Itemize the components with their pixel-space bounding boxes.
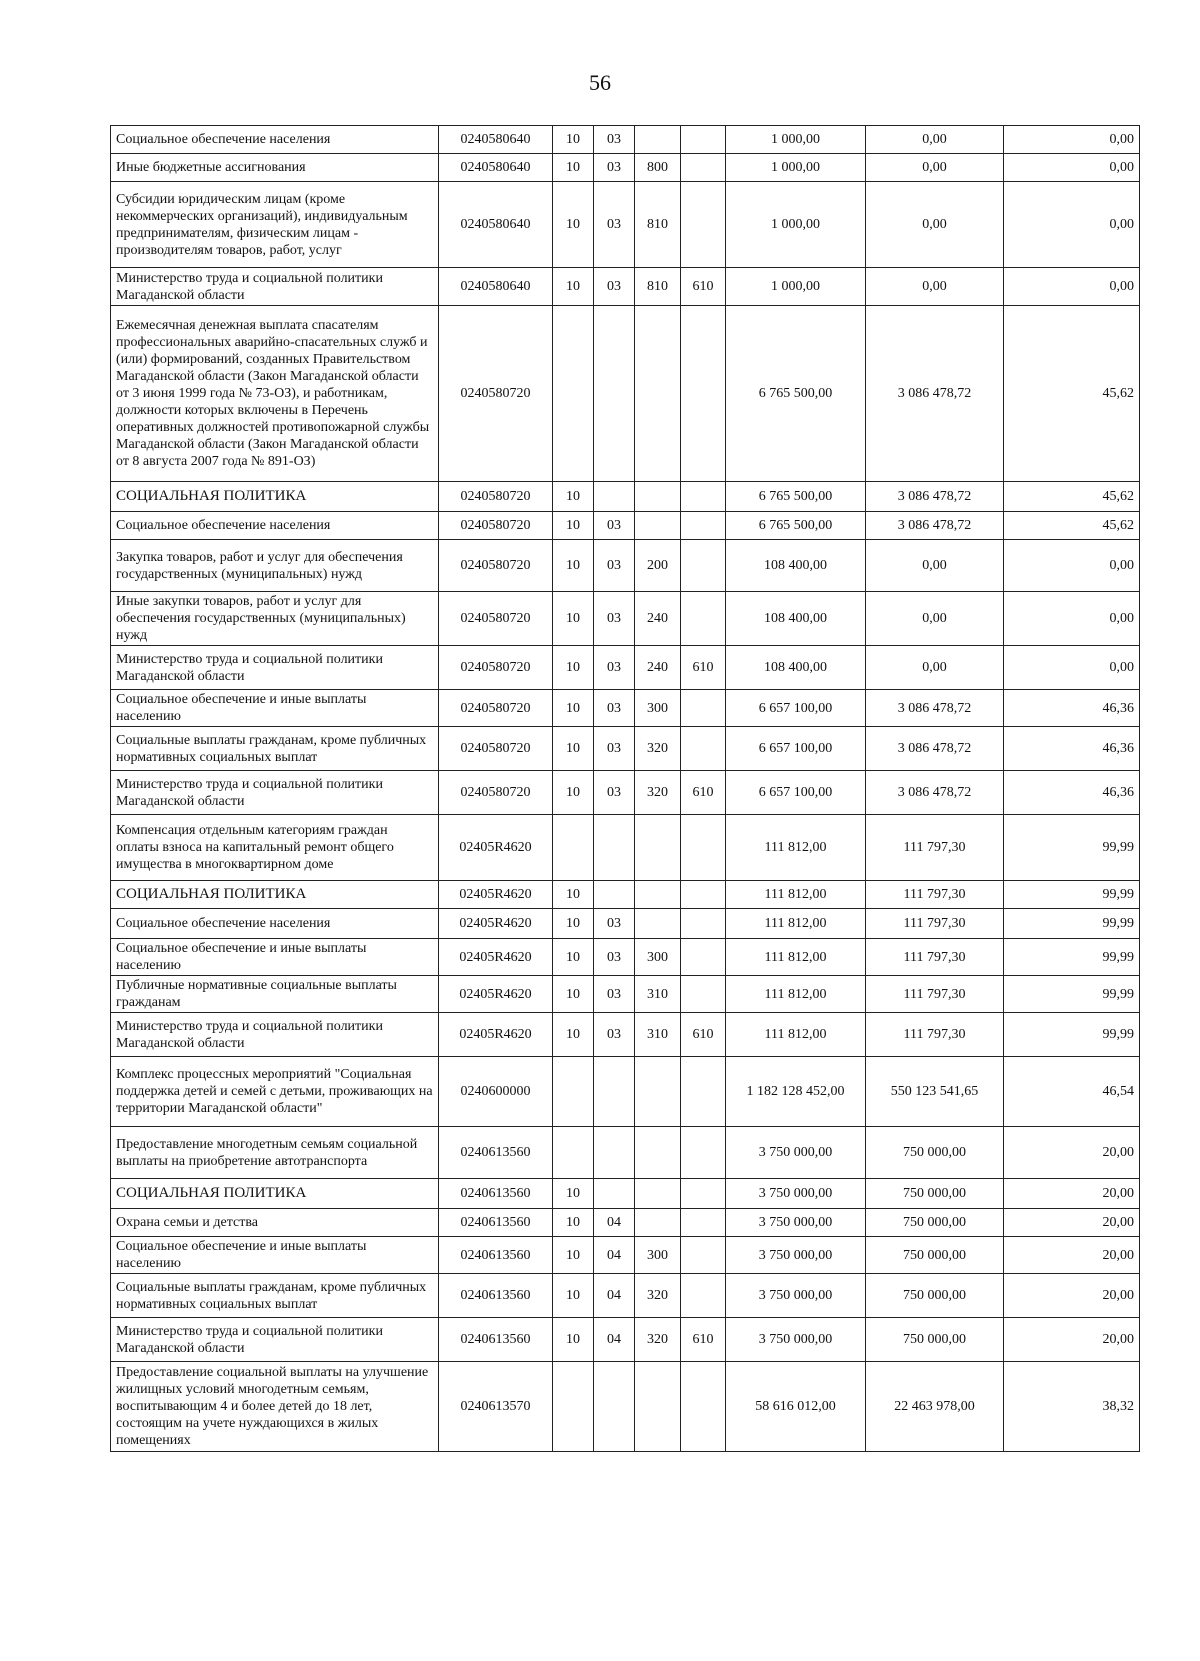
section-code: 10 <box>553 1318 594 1362</box>
row-name: Ежемесячная денежная выплата спасателям профессиональных аварийно-спасательных служб и (или) формирований, созданных Правительством Магаданской области (Закон Магаданской области от 3 июня 1999 года № 73-ОЗ), и работникам, должности которых включены в Перечень оперативных должностей противопожарной службы Магаданской области (Закон Магаданской области от 8 августа 2007 года № 891-ОЗ) <box>111 306 439 482</box>
execution-percent: 46,54 <box>1004 1057 1140 1127</box>
subsection-code: 03 <box>594 540 635 592</box>
target-code: 0240613560 <box>439 1274 553 1318</box>
target-code: 02405R4620 <box>439 881 553 909</box>
ministry-code: 610 <box>681 646 726 690</box>
subsection-code: 04 <box>594 1318 635 1362</box>
plan-amount: 1 000,00 <box>726 268 866 306</box>
execution-percent: 0,00 <box>1004 268 1140 306</box>
section-code: 10 <box>553 646 594 690</box>
expense-type-code: 300 <box>635 939 681 976</box>
row-name: Социальное обеспечение и иные выплаты населению <box>111 1237 439 1274</box>
fact-amount: 750 000,00 <box>866 1179 1004 1209</box>
row-name: Социальные выплаты гражданам, кроме публичных нормативных социальных выплат <box>111 727 439 771</box>
execution-percent: 45,62 <box>1004 512 1140 540</box>
execution-percent: 0,00 <box>1004 154 1140 182</box>
subsection-code: 03 <box>594 126 635 154</box>
target-code: 0240580640 <box>439 182 553 268</box>
expense-type-code <box>635 306 681 482</box>
section-code: 10 <box>553 512 594 540</box>
plan-amount: 3 750 000,00 <box>726 1179 866 1209</box>
expense-type-code <box>635 1127 681 1179</box>
section-code: 10 <box>553 771 594 815</box>
row-name: Предоставление социальной выплаты на улучшение жилищных условий многодетным семьям, воспитывающим 4 и более детей до 18 лет, состоящим на учете нуждающихся в жилых помещениях <box>111 1362 439 1452</box>
fact-amount: 3 086 478,72 <box>866 512 1004 540</box>
expense-type-code: 320 <box>635 1318 681 1362</box>
target-code: 02405R4620 <box>439 815 553 881</box>
subsection-code: 04 <box>594 1209 635 1237</box>
table-row <box>111 182 1140 268</box>
row-name: Социальное обеспечение населения <box>111 909 439 939</box>
row-name: Иные бюджетные ассигнования <box>111 154 439 182</box>
fact-amount: 3 086 478,72 <box>866 482 1004 512</box>
ministry-code <box>681 815 726 881</box>
ministry-code <box>681 306 726 482</box>
expense-type-code <box>635 1209 681 1237</box>
table-row <box>111 1127 1140 1179</box>
target-code: 0240580720 <box>439 482 553 512</box>
ministry-code <box>681 727 726 771</box>
table-row <box>111 592 1140 646</box>
plan-amount: 111 812,00 <box>726 909 866 939</box>
fact-amount: 750 000,00 <box>866 1274 1004 1318</box>
target-code: 0240580720 <box>439 512 553 540</box>
plan-amount: 108 400,00 <box>726 540 866 592</box>
table-row <box>111 154 1140 182</box>
target-code: 0240580720 <box>439 540 553 592</box>
plan-amount: 111 812,00 <box>726 976 866 1013</box>
execution-percent: 99,99 <box>1004 909 1140 939</box>
execution-percent: 20,00 <box>1004 1318 1140 1362</box>
table-row <box>111 939 1140 976</box>
execution-percent: 99,99 <box>1004 815 1140 881</box>
ministry-code <box>681 512 726 540</box>
fact-amount: 111 797,30 <box>866 815 1004 881</box>
ministry-code <box>681 909 726 939</box>
subsection-code: 03 <box>594 592 635 646</box>
section-code: 10 <box>553 1237 594 1274</box>
expense-type-code: 300 <box>635 1237 681 1274</box>
fact-amount: 22 463 978,00 <box>866 1362 1004 1452</box>
target-code: 0240580720 <box>439 690 553 727</box>
plan-amount: 1 000,00 <box>726 126 866 154</box>
execution-percent: 20,00 <box>1004 1179 1140 1209</box>
table-row <box>111 268 1140 306</box>
execution-percent: 99,99 <box>1004 881 1140 909</box>
subsection-code: 03 <box>594 690 635 727</box>
table-row <box>111 1237 1140 1274</box>
section-code <box>553 1127 594 1179</box>
ministry-code: 610 <box>681 771 726 815</box>
fact-amount: 0,00 <box>866 182 1004 268</box>
plan-amount: 111 812,00 <box>726 939 866 976</box>
fact-amount: 111 797,30 <box>866 1013 1004 1057</box>
ministry-code <box>681 1057 726 1127</box>
plan-amount: 1 000,00 <box>726 182 866 268</box>
execution-percent: 0,00 <box>1004 540 1140 592</box>
subsection-code <box>594 482 635 512</box>
subsection-code <box>594 1057 635 1127</box>
subsection-code: 04 <box>594 1274 635 1318</box>
target-code: 0240600000 <box>439 1057 553 1127</box>
expense-type-code: 240 <box>635 592 681 646</box>
row-name: Комплекс процессных мероприятий "Социальная поддержка детей и семей с детьми, проживающих на территории Магаданской области" <box>111 1057 439 1127</box>
fact-amount: 0,00 <box>866 154 1004 182</box>
table-row <box>111 815 1140 881</box>
row-name: Социальное обеспечение и иные выплаты населению <box>111 939 439 976</box>
row-name: Социальное обеспечение населения <box>111 512 439 540</box>
plan-amount: 6 765 500,00 <box>726 482 866 512</box>
row-name: СОЦИАЛЬНАЯ ПОЛИТИКА <box>111 482 439 512</box>
section-code: 10 <box>553 126 594 154</box>
subsection-code: 03 <box>594 512 635 540</box>
ministry-code <box>681 482 726 512</box>
target-code: 0240580720 <box>439 592 553 646</box>
row-name: Социальное обеспечение и иные выплаты населению <box>111 690 439 727</box>
fact-amount: 750 000,00 <box>866 1318 1004 1362</box>
table-row <box>111 1179 1140 1209</box>
row-name: СОЦИАЛЬНАЯ ПОЛИТИКА <box>111 1179 439 1209</box>
fact-amount: 3 086 478,72 <box>866 771 1004 815</box>
plan-amount: 3 750 000,00 <box>726 1127 866 1179</box>
target-code: 02405R4620 <box>439 976 553 1013</box>
plan-amount: 6 657 100,00 <box>726 771 866 815</box>
expense-type-code <box>635 512 681 540</box>
ministry-code: 610 <box>681 1013 726 1057</box>
section-code: 10 <box>553 976 594 1013</box>
table-row <box>111 306 1140 482</box>
plan-amount: 3 750 000,00 <box>726 1209 866 1237</box>
row-name: Публичные нормативные социальные выплаты гражданам <box>111 976 439 1013</box>
target-code: 0240580720 <box>439 727 553 771</box>
subsection-code <box>594 815 635 881</box>
subsection-code <box>594 1362 635 1452</box>
row-name: Министерство труда и социальной политики Магаданской области <box>111 771 439 815</box>
fact-amount: 0,00 <box>866 646 1004 690</box>
target-code: 0240613560 <box>439 1318 553 1362</box>
target-code: 0240613570 <box>439 1362 553 1452</box>
fact-amount: 111 797,30 <box>866 939 1004 976</box>
target-code: 0240613560 <box>439 1209 553 1237</box>
expense-type-code: 800 <box>635 154 681 182</box>
plan-amount: 111 812,00 <box>726 815 866 881</box>
execution-percent: 38,32 <box>1004 1362 1140 1452</box>
budget-table <box>110 125 1140 1452</box>
section-code: 10 <box>553 1274 594 1318</box>
fact-amount: 3 086 478,72 <box>866 727 1004 771</box>
ministry-code <box>681 1237 726 1274</box>
target-code: 0240613560 <box>439 1237 553 1274</box>
section-code: 10 <box>553 939 594 976</box>
table-row <box>111 540 1140 592</box>
target-code: 0240580720 <box>439 646 553 690</box>
ministry-code <box>681 1362 726 1452</box>
expense-type-code: 320 <box>635 1274 681 1318</box>
fact-amount: 111 797,30 <box>866 976 1004 1013</box>
fact-amount: 111 797,30 <box>866 881 1004 909</box>
execution-percent: 20,00 <box>1004 1274 1140 1318</box>
section-code: 10 <box>553 1209 594 1237</box>
table-row <box>111 909 1140 939</box>
section-code: 10 <box>553 182 594 268</box>
fact-amount: 0,00 <box>866 592 1004 646</box>
execution-percent: 0,00 <box>1004 646 1140 690</box>
row-name: Социальные выплаты гражданам, кроме публичных нормативных социальных выплат <box>111 1274 439 1318</box>
fact-amount: 3 086 478,72 <box>866 306 1004 482</box>
plan-amount: 3 750 000,00 <box>726 1237 866 1274</box>
subsection-code: 03 <box>594 646 635 690</box>
table-row <box>111 1362 1140 1452</box>
expense-type-code <box>635 1057 681 1127</box>
subsection-code: 03 <box>594 182 635 268</box>
subsection-code <box>594 1179 635 1209</box>
section-code: 10 <box>553 1013 594 1057</box>
row-name: Министерство труда и социальной политики Магаданской области <box>111 1013 439 1057</box>
subsection-code <box>594 1127 635 1179</box>
ministry-code <box>681 690 726 727</box>
row-name: Охрана семьи и детства <box>111 1209 439 1237</box>
fact-amount: 0,00 <box>866 540 1004 592</box>
fact-amount: 3 086 478,72 <box>866 690 1004 727</box>
row-name: Предоставление многодетным семьям социальной выплаты на приобретение автотранспорта <box>111 1127 439 1179</box>
table-row <box>111 126 1140 154</box>
plan-amount: 6 657 100,00 <box>726 690 866 727</box>
execution-percent: 20,00 <box>1004 1237 1140 1274</box>
row-name: Министерство труда и социальной политики Магаданской области <box>111 268 439 306</box>
section-code <box>553 1362 594 1452</box>
row-name: СОЦИАЛЬНАЯ ПОЛИТИКА <box>111 881 439 909</box>
subsection-code: 03 <box>594 727 635 771</box>
fact-amount: 750 000,00 <box>866 1237 1004 1274</box>
ministry-code <box>681 592 726 646</box>
table-row <box>111 771 1140 815</box>
section-code: 10 <box>553 881 594 909</box>
plan-amount: 3 750 000,00 <box>726 1274 866 1318</box>
table-row <box>111 1318 1140 1362</box>
execution-percent: 45,62 <box>1004 482 1140 512</box>
row-name: Иные закупки товаров, работ и услуг для обеспечения государственных (муниципальных) нужд <box>111 592 439 646</box>
fact-amount: 0,00 <box>866 268 1004 306</box>
ministry-code: 610 <box>681 268 726 306</box>
expense-type-code: 300 <box>635 690 681 727</box>
expense-type-code <box>635 126 681 154</box>
expense-type-code: 310 <box>635 1013 681 1057</box>
expense-type-code <box>635 1362 681 1452</box>
target-code: 0240613560 <box>439 1179 553 1209</box>
plan-amount: 6 657 100,00 <box>726 727 866 771</box>
subsection-code: 04 <box>594 1237 635 1274</box>
fact-amount: 750 000,00 <box>866 1127 1004 1179</box>
execution-percent: 99,99 <box>1004 976 1140 1013</box>
row-name: Закупка товаров, работ и услуг для обеспечения государственных (муниципальных) нужд <box>111 540 439 592</box>
plan-amount: 111 812,00 <box>726 1013 866 1057</box>
execution-percent: 45,62 <box>1004 306 1140 482</box>
expense-type-code: 320 <box>635 771 681 815</box>
ministry-code <box>681 126 726 154</box>
ministry-code <box>681 1274 726 1318</box>
subsection-code <box>594 306 635 482</box>
target-code: 02405R4620 <box>439 1013 553 1057</box>
plan-amount: 3 750 000,00 <box>726 1318 866 1362</box>
fact-amount: 0,00 <box>866 126 1004 154</box>
fact-amount: 111 797,30 <box>866 909 1004 939</box>
plan-amount: 6 765 500,00 <box>726 512 866 540</box>
target-code: 0240580720 <box>439 771 553 815</box>
table-row <box>111 1013 1140 1057</box>
section-code: 10 <box>553 482 594 512</box>
section-code: 10 <box>553 154 594 182</box>
table-row <box>111 646 1140 690</box>
plan-amount: 108 400,00 <box>726 592 866 646</box>
expense-type-code <box>635 909 681 939</box>
row-name: Социальное обеспечение населения <box>111 126 439 154</box>
section-code: 10 <box>553 727 594 771</box>
target-code: 0240580640 <box>439 154 553 182</box>
target-code: 0240613560 <box>439 1127 553 1179</box>
row-name: Министерство труда и социальной политики Магаданской области <box>111 646 439 690</box>
row-name: Министерство труда и социальной политики Магаданской области <box>111 1318 439 1362</box>
execution-percent: 0,00 <box>1004 182 1140 268</box>
ministry-code <box>681 1179 726 1209</box>
plan-amount: 1 182 128 452,00 <box>726 1057 866 1127</box>
execution-percent: 0,00 <box>1004 126 1140 154</box>
target-code: 0240580640 <box>439 268 553 306</box>
section-code <box>553 815 594 881</box>
table-row <box>111 727 1140 771</box>
subsection-code: 03 <box>594 1013 635 1057</box>
section-code <box>553 306 594 482</box>
expense-type-code <box>635 482 681 512</box>
expense-type-code <box>635 881 681 909</box>
execution-percent: 20,00 <box>1004 1127 1140 1179</box>
section-code: 10 <box>553 540 594 592</box>
expense-type-code: 240 <box>635 646 681 690</box>
execution-percent: 46,36 <box>1004 771 1140 815</box>
expense-type-code: 810 <box>635 182 681 268</box>
fact-amount: 750 000,00 <box>866 1209 1004 1237</box>
section-code: 10 <box>553 592 594 646</box>
ministry-code <box>681 540 726 592</box>
target-code: 0240580640 <box>439 126 553 154</box>
section-code: 10 <box>553 690 594 727</box>
execution-percent: 20,00 <box>1004 1209 1140 1237</box>
plan-amount: 58 616 012,00 <box>726 1362 866 1452</box>
row-name: Компенсация отдельным категориям граждан оплаты взноса на капитальный ремонт общего имущества в многоквартирном доме <box>111 815 439 881</box>
expense-type-code: 310 <box>635 976 681 1013</box>
table-row <box>111 976 1140 1013</box>
subsection-code: 03 <box>594 268 635 306</box>
plan-amount: 6 765 500,00 <box>726 306 866 482</box>
target-code: 02405R4620 <box>439 909 553 939</box>
expense-type-code: 810 <box>635 268 681 306</box>
ministry-code <box>681 154 726 182</box>
table-row <box>111 1209 1140 1237</box>
ministry-code <box>681 1209 726 1237</box>
table-row <box>111 1057 1140 1127</box>
subsection-code: 03 <box>594 909 635 939</box>
ministry-code <box>681 182 726 268</box>
ministry-code: 610 <box>681 1318 726 1362</box>
execution-percent: 46,36 <box>1004 690 1140 727</box>
section-code <box>553 1057 594 1127</box>
table-row <box>111 881 1140 909</box>
ministry-code <box>681 976 726 1013</box>
subsection-code: 03 <box>594 976 635 1013</box>
table-row <box>111 512 1140 540</box>
section-code: 10 <box>553 1179 594 1209</box>
subsection-code: 03 <box>594 154 635 182</box>
target-code: 02405R4620 <box>439 939 553 976</box>
ministry-code <box>681 939 726 976</box>
subsection-code: 03 <box>594 771 635 815</box>
subsection-code <box>594 881 635 909</box>
ministry-code <box>681 1127 726 1179</box>
execution-percent: 46,36 <box>1004 727 1140 771</box>
row-name: Субсидии юридическим лицам (кроме некоммерческих организаций), индивидуальным предпринимателям, физическим лицам - производителям товаров, работ, услуг <box>111 182 439 268</box>
ministry-code <box>681 881 726 909</box>
plan-amount: 111 812,00 <box>726 881 866 909</box>
execution-percent: 99,99 <box>1004 1013 1140 1057</box>
section-code: 10 <box>553 268 594 306</box>
fact-amount: 550 123 541,65 <box>866 1057 1004 1127</box>
expense-type-code <box>635 1179 681 1209</box>
plan-amount: 1 000,00 <box>726 154 866 182</box>
execution-percent: 0,00 <box>1004 592 1140 646</box>
expense-type-code <box>635 815 681 881</box>
target-code: 0240580720 <box>439 306 553 482</box>
section-code: 10 <box>553 909 594 939</box>
page-number: 56 <box>589 70 611 95</box>
subsection-code: 03 <box>594 939 635 976</box>
execution-percent: 99,99 <box>1004 939 1140 976</box>
expense-type-code: 200 <box>635 540 681 592</box>
table-row <box>111 690 1140 727</box>
table-row <box>111 482 1140 512</box>
expense-type-code: 320 <box>635 727 681 771</box>
table-row <box>111 1274 1140 1318</box>
plan-amount: 108 400,00 <box>726 646 866 690</box>
